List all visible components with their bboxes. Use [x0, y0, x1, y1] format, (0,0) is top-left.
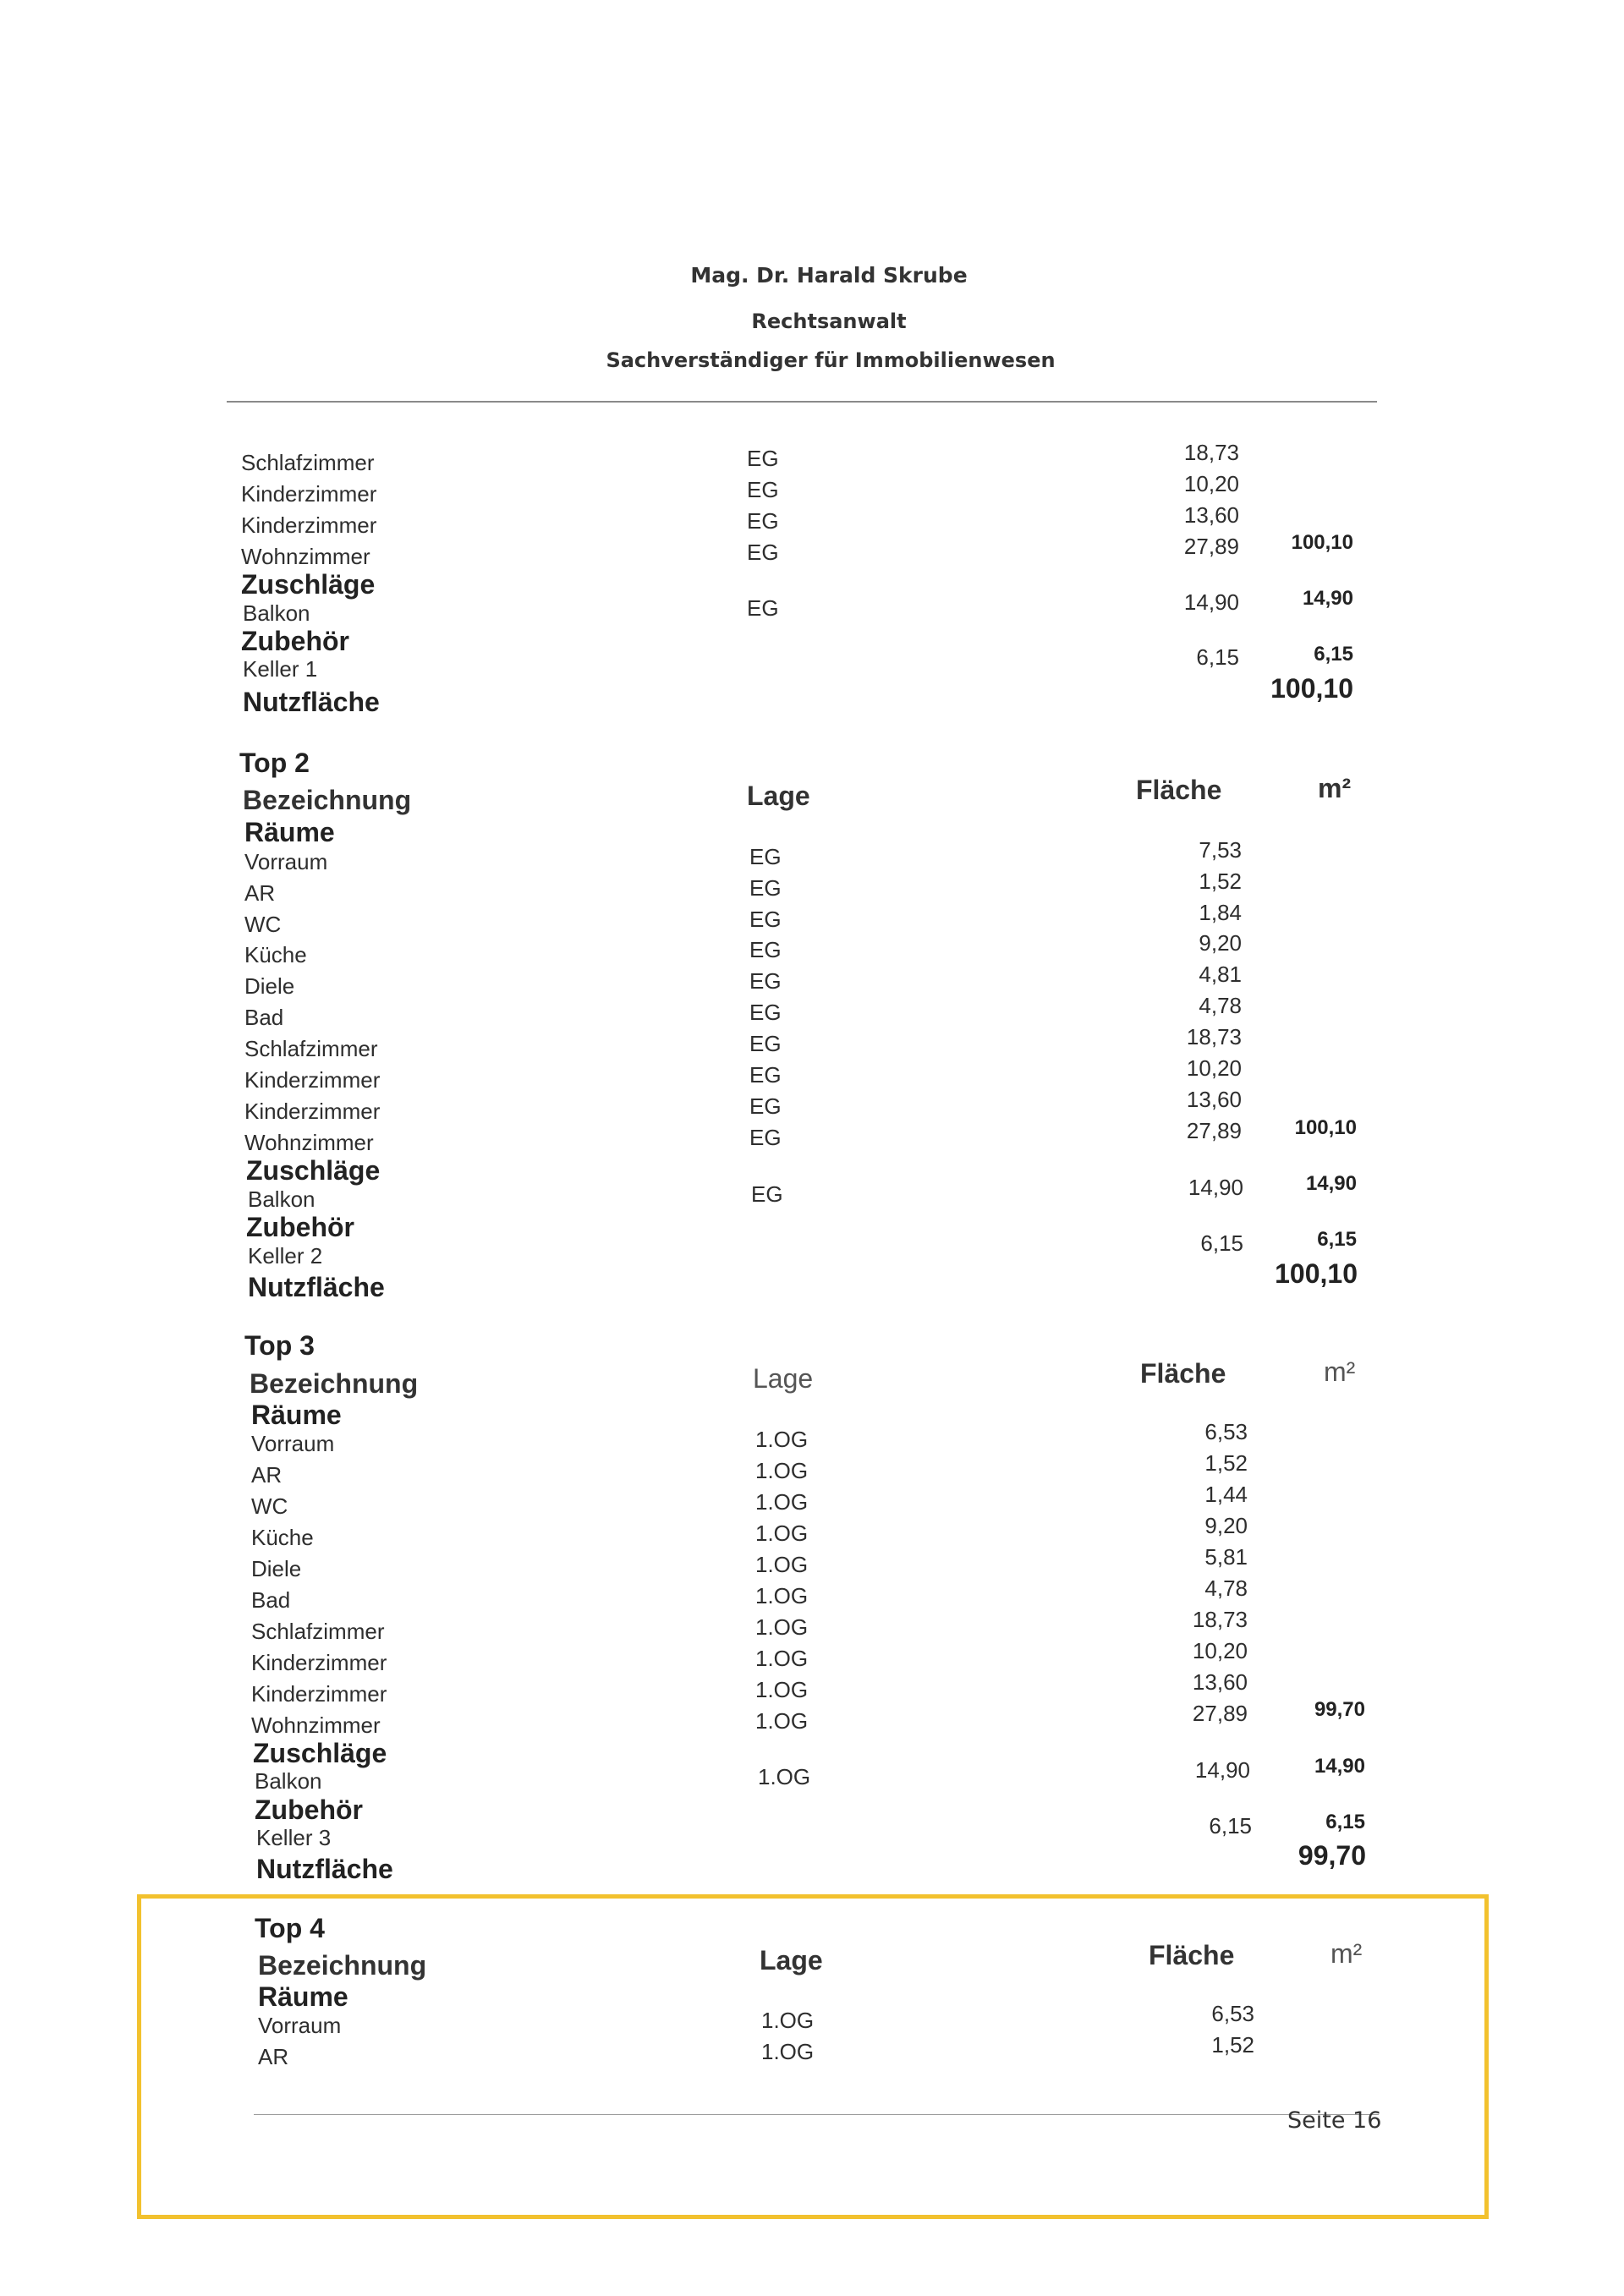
room-lage: EG	[747, 508, 779, 534]
room-name: Balkon	[248, 1186, 315, 1212]
section-title: Top 4	[255, 1913, 325, 1943]
room-lage: EG	[751, 1181, 783, 1207]
footer-rule	[254, 2114, 1379, 2115]
room-name: Küche	[251, 1525, 314, 1550]
room-name: Wohnzimmer	[251, 1712, 381, 1738]
room-name: Kinderzimmer	[244, 1099, 381, 1124]
room-area: 14,90	[1183, 589, 1239, 615]
room-name: Vorraum	[258, 2013, 342, 2038]
room-subtotal: 14,90	[1302, 587, 1353, 610]
category-zuschlaege: Zuschläge	[246, 1155, 381, 1186]
room-area: 1,44	[1204, 1482, 1248, 1507]
room-lage: EG	[749, 1093, 782, 1119]
room-area: 6,15	[1209, 1813, 1252, 1838]
room-lage: 1.OG	[761, 2039, 815, 2064]
room-name: Keller 3	[256, 1825, 332, 1850]
room-area: 27,89	[1192, 1701, 1248, 1726]
column-header-unit: m²	[1324, 1356, 1356, 1387]
room-name: Kinderzimmer	[241, 481, 377, 507]
nutzflaeche-value: 100,10	[1270, 673, 1353, 704]
column-header-bezeichnung: Bezeichnung	[258, 1950, 427, 1981]
room-area: 14,90	[1188, 1175, 1243, 1200]
room-lage: EG	[749, 1125, 782, 1150]
category-zubehoer: Zubehör	[246, 1212, 354, 1242]
room-name: Schlafzimmer	[244, 1036, 378, 1061]
category-zuschlaege: Zuschläge	[253, 1738, 387, 1768]
room-name: AR	[244, 880, 276, 906]
nutzflaeche-value: 99,70	[1298, 1840, 1366, 1871]
room-name: Schlafzimmer	[241, 450, 375, 475]
room-area: 9,20	[1204, 1513, 1248, 1538]
column-header-flaeche: Fläche	[1136, 775, 1222, 805]
room-name: Kinderzimmer	[241, 512, 377, 538]
category-zubehoer: Zubehör	[255, 1795, 363, 1825]
column-header-flaeche: Fläche	[1140, 1358, 1226, 1389]
room-lage: 1.OG	[755, 1614, 809, 1640]
room-area: 10,20	[1186, 1055, 1242, 1081]
room-lage: 1.OG	[755, 1583, 809, 1608]
room-name: Wohnzimmer	[241, 544, 370, 569]
room-name: Diele	[244, 973, 295, 999]
room-name: Diele	[251, 1556, 302, 1581]
column-header-lage: Lage	[760, 1945, 823, 1975]
room-area: 4,81	[1199, 962, 1242, 987]
page-number: Seite 16	[1287, 2107, 1382, 2134]
column-header-unit: m²	[1330, 1938, 1363, 1969]
category-zubehoer: Zubehör	[241, 626, 349, 656]
room-subtotal: 6,15	[1314, 643, 1353, 666]
room-name: WC	[251, 1493, 288, 1519]
room-area: 6,15	[1200, 1230, 1243, 1256]
room-area: 18,73	[1192, 1607, 1248, 1632]
room-lage: EG	[749, 937, 782, 962]
room-area: 4,78	[1204, 1575, 1248, 1601]
room-name: Balkon	[243, 600, 310, 626]
author-subtitle: Sachverständiger für Immobilienwesen	[606, 348, 1056, 372]
room-name: Keller 2	[248, 1243, 323, 1269]
room-name: AR	[258, 2044, 289, 2069]
room-area: 13,60	[1183, 502, 1239, 528]
room-name: Kinderzimmer	[251, 1681, 387, 1707]
room-lage: EG	[749, 968, 782, 994]
room-lage: EG	[747, 595, 779, 621]
room-area: 5,81	[1204, 1544, 1248, 1570]
room-name: Wohnzimmer	[244, 1130, 374, 1155]
room-lage: EG	[747, 477, 779, 502]
room-area: 10,20	[1183, 471, 1239, 496]
room-lage: EG	[749, 1031, 782, 1056]
room-lage: 1.OG	[761, 2008, 815, 2033]
room-area: 10,20	[1192, 1638, 1248, 1663]
room-name: Schlafzimmer	[251, 1619, 385, 1644]
nutzflaeche-label: Nutzfläche	[243, 687, 380, 717]
room-subtotal: 100,10	[1291, 531, 1353, 554]
room-subtotal: 14,90	[1305, 1172, 1357, 1195]
room-name: Bad	[244, 1005, 284, 1030]
room-area: 13,60	[1186, 1087, 1242, 1112]
room-subtotal: 99,70	[1314, 1698, 1365, 1721]
room-area: 6,53	[1211, 2001, 1254, 2026]
room-lage: EG	[749, 1000, 782, 1025]
room-lage: 1.OG	[755, 1646, 809, 1671]
author-name: Mag. Dr. Harald Skrube	[690, 263, 968, 288]
section-title: Top 3	[244, 1330, 315, 1361]
room-name: Küche	[244, 942, 307, 967]
room-subtotal: 14,90	[1314, 1755, 1365, 1778]
room-area: 13,60	[1192, 1669, 1248, 1695]
room-subtotal: 100,10	[1294, 1116, 1357, 1139]
header-rule	[227, 401, 1377, 403]
room-area: 1,52	[1204, 1450, 1248, 1476]
room-name: Kinderzimmer	[251, 1650, 387, 1675]
section-title: Top 2	[239, 748, 310, 778]
room-area: 7,53	[1199, 837, 1242, 863]
room-name: Kinderzimmer	[244, 1067, 381, 1093]
category-raeume: Räume	[244, 817, 335, 847]
room-lage: 1.OG	[755, 1677, 809, 1702]
room-name: Balkon	[255, 1768, 322, 1794]
room-lage: 1.OG	[755, 1489, 809, 1515]
nutzflaeche-value: 100,10	[1275, 1258, 1358, 1289]
category-raeume: Räume	[258, 1981, 348, 2012]
room-lage: EG	[749, 1062, 782, 1088]
column-header-lage: Lage	[747, 781, 810, 811]
room-lage: 1.OG	[755, 1427, 809, 1452]
column-header-lage: Lage	[753, 1363, 814, 1394]
room-subtotal: 6,15	[1317, 1228, 1357, 1251]
room-name: AR	[251, 1462, 283, 1488]
room-area: 1,84	[1199, 900, 1242, 925]
room-area: 18,73	[1186, 1024, 1242, 1049]
room-subtotal: 6,15	[1325, 1811, 1365, 1833]
room-area: 27,89	[1186, 1118, 1242, 1143]
room-area: 18,73	[1183, 440, 1239, 465]
category-zuschlaege: Zuschläge	[241, 569, 376, 600]
room-area: 14,90	[1194, 1757, 1250, 1783]
room-lage: EG	[749, 907, 782, 932]
column-header-unit: m²	[1318, 773, 1352, 803]
room-area: 4,78	[1199, 993, 1242, 1018]
room-lage: EG	[749, 875, 782, 901]
room-lage: 1.OG	[758, 1764, 811, 1789]
room-area: 6,53	[1204, 1419, 1248, 1444]
room-lage: 1.OG	[755, 1521, 809, 1546]
room-name: Bad	[251, 1587, 291, 1613]
room-name: Vorraum	[244, 849, 328, 874]
room-lage: EG	[747, 446, 779, 471]
room-lage: EG	[749, 844, 782, 869]
column-header-bezeichnung: Bezeichnung	[243, 785, 412, 815]
room-area: 1,52	[1211, 2032, 1254, 2058]
room-area: 1,52	[1199, 869, 1242, 894]
nutzflaeche-label: Nutzfläche	[248, 1272, 385, 1302]
room-area: 6,15	[1196, 644, 1239, 670]
room-area: 9,20	[1199, 930, 1242, 956]
room-lage: 1.OG	[755, 1458, 809, 1483]
room-lage: 1.OG	[755, 1708, 809, 1734]
room-name: WC	[244, 912, 282, 937]
nutzflaeche-label: Nutzfläche	[256, 1854, 393, 1884]
room-name: Vorraum	[251, 1431, 335, 1456]
column-header-flaeche: Fläche	[1149, 1940, 1235, 1970]
room-lage: EG	[747, 540, 779, 565]
room-name: Keller 1	[243, 656, 318, 682]
category-raeume: Räume	[251, 1400, 342, 1430]
room-area: 27,89	[1183, 534, 1239, 559]
room-lage: 1.OG	[755, 1552, 809, 1577]
author-title: Rechtsanwalt	[751, 310, 907, 333]
column-header-bezeichnung: Bezeichnung	[250, 1368, 419, 1399]
